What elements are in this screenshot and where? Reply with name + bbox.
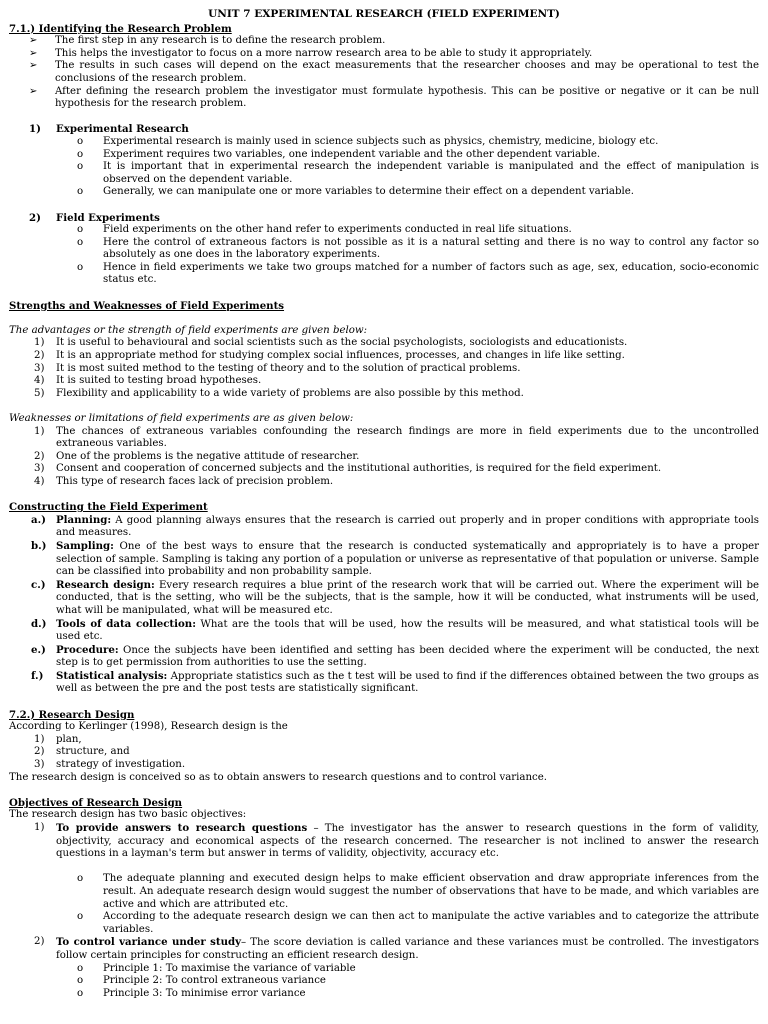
list-item: 3) Consent and cooperation of concerned subjects and the institutional authorities, is required for the field experiment. [34, 463, 662, 475]
experimental-research-list [9, 136, 759, 199]
list-item: d.) Tools of data collection: What are the tools that will be used, how the results will be measured, and what statistical tools will be used etc. [31, 617, 759, 643]
list-item: o Experiment requires two variables, one independent variable and the other dependent variable. [9, 149, 759, 162]
list-item: o Here the control of extraneous factors is not possible as it is a natural setting and there is no way to control any factor so absolutely as one does in the laboratory experiments. [9, 237, 759, 262]
kerlinger-intro: According to Kerlinger (1998), Research design is the [9, 721, 288, 733]
objectives-heading: Objectives of Research Design [9, 796, 183, 809]
list-item: 5) Flexibility and applicability to a wide variety of problems are also possible by this method. [34, 387, 524, 399]
constructing-heading: Constructing the Field Experiment [9, 501, 208, 514]
list-item: 2) One of the problems is the negative attitude of researcher. [34, 450, 360, 462]
circle-bullet-icon: o [77, 161, 84, 173]
list-item: 1) The chances of extraneous variables confounding the research findings are more in field experiments due to the uncontrolled extraneous variables. [34, 425, 759, 450]
circle-bullet-icon: o [77, 987, 84, 999]
list-item: 2) structure, and [34, 746, 130, 758]
list-item: o Hence in field experiments we take two groups matched for a number of factors such as age, sex, education, socio-economic status etc. [9, 262, 759, 287]
objective-1-list [9, 873, 759, 936]
list-item: o It is important that in experimental research the independent variable is manipulated and the effect of manipulation is observed on the dependent variable. [9, 161, 759, 186]
list-item: o The adequate planning and executed design helps to make efficient observation and draw appropriate inferences from the result. An adequate research design would suggest the number of observations that have to be made, and which variables are active and which are attributed etc. [9, 873, 759, 911]
list-item: e.) Procedure: Once the subjects have been identified and setting has been decided where the experiment will be conducted, the next step is to get permission from authorities to use the setting. [31, 643, 759, 669]
list-item: 3) strategy of investigation. [34, 759, 186, 771]
experimental-research-heading: 1) Experimental Research [29, 123, 189, 136]
advantages-list [9, 337, 759, 400]
list-item: 1) It is useful to behavioural and social scientists such as the social psychologists, sociologists and educationists. [34, 337, 628, 349]
list-item: o According to the adequate research design we can then act to manipulate the active variables and to categorize the attribute variables. [9, 911, 759, 936]
constructing-list [9, 514, 759, 696]
weaknesses-list [9, 426, 759, 489]
arrow-bullet-icon: ➢ [29, 35, 38, 47]
section-heading-7-1: 7.1.) Identifying the Research Problem [9, 22, 232, 35]
list-item: b.) Sampling: One of the best ways to ensure that the research is conducted systematically and appropriately is to have a proper selection of sample. Sampling is taking any portion of a population or universe as representative of that population or universe. Sample can be classified into probability and non probability sample. [31, 539, 759, 578]
objectives-intro: The research design has two basic objectives: [9, 809, 247, 821]
section-heading-7-2: 7.2.) Research Design [9, 708, 135, 721]
list-item: o Principle 1: To maximise the variance of variable [9, 963, 759, 976]
arrow-bullet-icon: ➢ [29, 47, 38, 59]
list-item: o Generally, we can manipulate one or more variables to determine their effect on a dependent variable. [9, 186, 759, 199]
advantages-intro: The advantages or the strength of field experiments are given below: [9, 324, 368, 336]
circle-bullet-icon: o [77, 135, 84, 147]
circle-bullet-icon: o [77, 261, 84, 273]
field-experiments-heading: 2) Field Experiments [29, 211, 160, 224]
circle-bullet-icon: o [77, 962, 84, 974]
circle-bullet-icon: o [77, 236, 84, 248]
list-item: o Experimental research is mainly used in science subjects such as physics, chemistry, medicine, biology etc. [9, 136, 759, 149]
field-experiments-list [9, 224, 759, 287]
list-item: a.) Planning: A good planning always ensures that the research is carried out properly and in proper conditions with appropriate tools and measures. [31, 513, 759, 539]
circle-bullet-icon: o [77, 186, 84, 198]
list-item: 4) This type of research faces lack of precision problem. [34, 475, 334, 487]
list-item: 4) It is suited to testing broad hypotheses. [34, 375, 262, 387]
objective-2: 2) To control variance under study– The score deviation is called variance and these variances must be controlled. The investigators follow certain principles for constructing an efficient research design. [34, 936, 759, 961]
list-item: o Field experiments on the other hand refer to experiments conducted in real life situations. [9, 224, 759, 237]
arrow-bullet-icon: ➢ [29, 60, 38, 72]
arrow-bullet-icon: ➢ [29, 85, 38, 97]
list-item: 2) It is an appropriate method for studying complex social influences, processes, and changes in life like setting. [34, 350, 625, 362]
research-design-outro: The research design is conceived so as to obtain answers to research questions and to control variance. [9, 771, 548, 783]
list-item: ➢ After defining the research problem the investigator must formulate hypothesis. This can be positive or negative or it can be null hypothesis for the research problem. [9, 86, 759, 111]
s71-list [9, 35, 759, 111]
list-item: ➢ The results in such cases will depend on the exact measurements that the researcher chooses and may be operational to test the conclusions of the research problem. [9, 60, 759, 85]
circle-bullet-icon: o [77, 911, 84, 923]
list-item: ➢ The first step in any research is to define the research problem. [9, 35, 759, 48]
strengths-weaknesses-heading: Strengths and Weaknesses of Field Experiments [9, 299, 285, 312]
circle-bullet-icon: o [77, 975, 84, 987]
page-title: UNIT 7 EXPERIMENTAL RESEARCH (FIELD EXPERIMENT) [208, 8, 560, 20]
list-item: 1) plan, [34, 733, 82, 745]
list-item: o Principle 2: To control extraneous variance [9, 975, 759, 988]
circle-bullet-icon: o [77, 148, 84, 160]
research-design-list [9, 734, 759, 772]
list-item: ➢ This helps the investigator to focus on a more narrow research area to be able to study it appropriately. [9, 48, 759, 61]
list-item: o Principle 3: To minimise error variance [9, 988, 759, 1001]
list-item: 3) It is most suited method to the testing of theory and to the solution of practical problems. [34, 362, 521, 374]
objective-2-list [9, 963, 759, 1001]
objective-1: 1) To provide answers to research questions – The investigator has the answer to research questions in the form of validity, objectivity, accuracy and economical aspects of the research concerned. The researcher is not inclined to answer the research questions in a layman's term but answer in terms of validity, objectivity, accuracy etc. [34, 822, 759, 860]
list-item: c.) Research design: Every research requires a blue print of the research work that will be carried out. Where the experiment will be conducted, that is the setting, who will be the subjects, that is the sample, how it will be conducted, what instruments will be used, what will be manipulated, what will be measured etc. [31, 578, 760, 616]
list-item: f.) Statistical analysis: Appropriate statistics such as the t test will be used to find if the differences obtained between the two groups as well as between the pre and the post tests are statistically significant. [31, 669, 759, 695]
circle-bullet-icon: o [77, 873, 84, 885]
weaknesses-intro: Weaknesses or limitations of field experiments are as given below: [9, 413, 354, 424]
circle-bullet-icon: o [77, 224, 84, 236]
